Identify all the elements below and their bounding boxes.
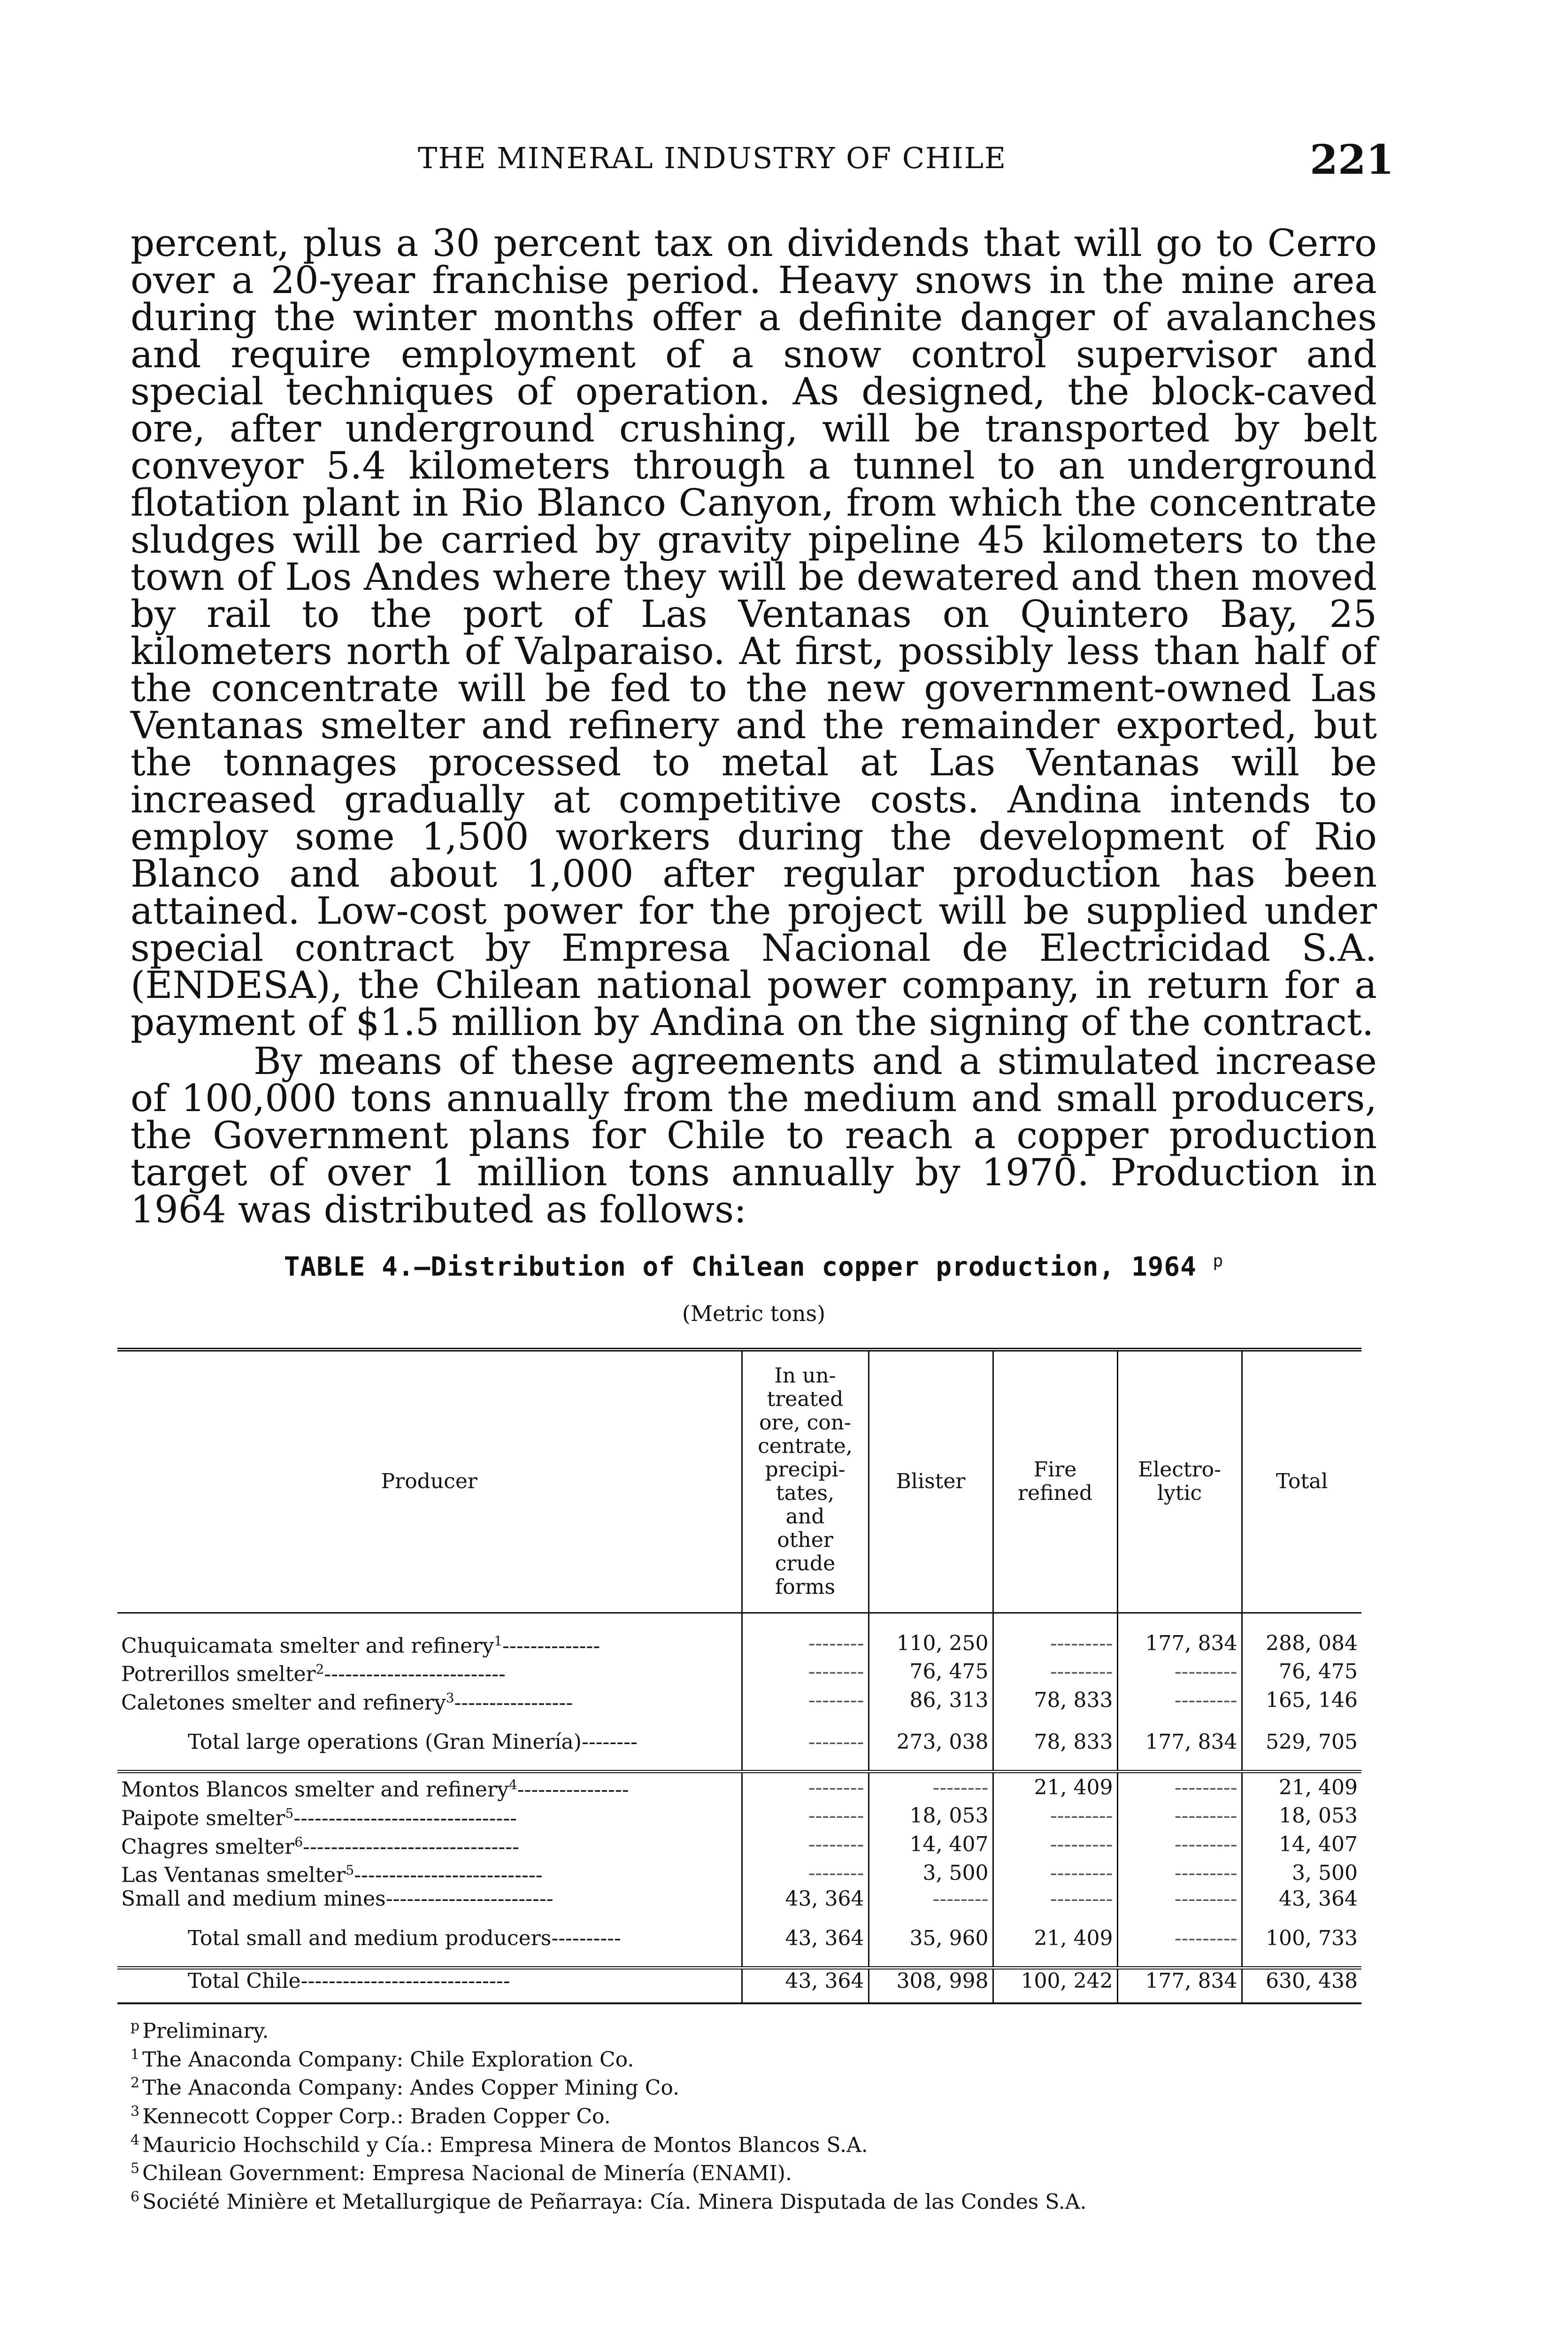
untreated-cell: 43, 364 bbox=[742, 1887, 869, 1911]
col-header-electrolytic: Electro-lytic bbox=[1117, 1350, 1242, 1613]
total-cell: 529, 705 bbox=[1242, 1730, 1361, 1754]
footnote: $^5$ Chilean Government: Empresa Nacional de Minería (ENAMI). bbox=[131, 2160, 792, 2186]
table-row bbox=[117, 1772, 1361, 1802]
electrolytic-cell: 177, 834 bbox=[1117, 1730, 1242, 1754]
col-header-total: Total bbox=[1242, 1350, 1361, 1613]
paragraph-2: By means of these agreements and a stimulated increase of 100,000 tons annually from the medium and small producers, the Government plans for Chile to reach a copper production target of over 1 million tons annually by 1970. Production in 1964 was distributed as follows: bbox=[131, 1039, 1377, 1231]
producer-cell: Potrerillos smelter$^2$-------------------------- bbox=[121, 1661, 506, 1686]
col-header-blister: Blister bbox=[869, 1350, 993, 1613]
electrolytic-cell: --------- bbox=[1117, 1831, 1242, 1859]
blister-cell: 35, 960 bbox=[869, 1927, 993, 1950]
producer-cell: Las Ventanas smelter$^5$--------------------------- bbox=[121, 1862, 543, 1888]
electrolytic-cell: --------- bbox=[1117, 1859, 1242, 1887]
electrolytic-cell: --------- bbox=[1117, 1686, 1242, 1715]
page-number: 221 bbox=[1310, 136, 1394, 184]
footnote: $^4$ Mauricio Hochschild y Cía.: Empresa Minera de Montos Blancos S.A. bbox=[131, 2132, 868, 2157]
producer-cell: Total Chile------------------------------ bbox=[117, 1968, 742, 2004]
electrolytic-cell: 177, 834 bbox=[1117, 1630, 1242, 1658]
untreated-cell: -------- bbox=[742, 1831, 869, 1859]
blister-cell: 86, 313 bbox=[869, 1686, 993, 1715]
table-row bbox=[117, 1887, 1361, 1911]
total-cell: 14, 407 bbox=[1242, 1831, 1361, 1859]
electrolytic-cell: --------- bbox=[1117, 1887, 1242, 1911]
total-cell: 18, 053 bbox=[1242, 1802, 1361, 1831]
table-row bbox=[117, 1831, 1361, 1859]
fire-refined-cell: --------- bbox=[993, 1831, 1117, 1859]
col-header-fire-refined: Fire refined bbox=[993, 1350, 1117, 1613]
producer-cell: Caletones smelter and refinery$^3$----------------- bbox=[121, 1690, 573, 1715]
table-row bbox=[117, 1859, 1361, 1887]
table-subtitle: (Metric tons) bbox=[682, 1301, 826, 1326]
table-row bbox=[117, 1686, 1361, 1715]
col-header-untreated: In un-treated ore, con-centrate, precipi-tates, and other crude forms bbox=[742, 1350, 869, 1613]
blister-cell: 14, 407 bbox=[869, 1831, 993, 1859]
fire-refined-cell: 100, 242 bbox=[993, 1968, 1117, 2004]
table-row bbox=[117, 1630, 1361, 1658]
total-cell: 630, 438 bbox=[1242, 1968, 1361, 2004]
total-cell: 100, 733 bbox=[1242, 1927, 1361, 1950]
producer-cell: Paipote smelter$^5$-------------------------------- bbox=[121, 1806, 517, 1831]
untreated-cell: -------- bbox=[742, 1686, 869, 1715]
electrolytic-cell: --------- bbox=[1117, 1802, 1242, 1831]
footnote: $^2$ The Anaconda Company: Andes Copper Mining Co. bbox=[131, 2075, 680, 2100]
total-row-chile bbox=[117, 1968, 1361, 2004]
spacer-row bbox=[117, 1911, 1361, 1927]
spacer-row bbox=[117, 1754, 1361, 1772]
fire-refined-cell: --------- bbox=[993, 1859, 1117, 1887]
total-cell: 165, 146 bbox=[1242, 1686, 1361, 1715]
production-table bbox=[117, 1348, 1361, 2004]
fire-refined-cell: 78, 833 bbox=[993, 1686, 1117, 1715]
table-row bbox=[117, 1802, 1361, 1831]
electrolytic-cell: 177, 834 bbox=[1117, 1968, 1242, 2004]
fire-refined-cell: 21, 409 bbox=[993, 1927, 1117, 1950]
blister-cell: 3, 500 bbox=[869, 1859, 993, 1887]
blister-cell: 308, 998 bbox=[869, 1968, 993, 2004]
subtotal-row-small bbox=[117, 1927, 1361, 1950]
untreated-cell: -------- bbox=[742, 1730, 869, 1754]
total-cell: 43, 364 bbox=[1242, 1887, 1361, 1911]
producer-cell: Montos Blancos smelter and refinery$^4$---------------- bbox=[117, 1772, 742, 1802]
fire-refined-cell: --------- bbox=[993, 1802, 1117, 1831]
fire-refined-cell: 21, 409 bbox=[993, 1772, 1117, 1802]
footnote: $^p$ Preliminary. bbox=[131, 2018, 269, 2043]
table-title-text: TABLE 4.—Distribution of Chilean copper production, 1964 bbox=[284, 1251, 1197, 1282]
producer-cell: Chuquicamata smelter and refinery$^1$-------------- bbox=[121, 1633, 600, 1658]
total-cell: 288, 084 bbox=[1242, 1630, 1361, 1658]
total-cell: 21, 409 bbox=[1242, 1772, 1361, 1802]
untreated-cell: -------- bbox=[742, 1630, 869, 1658]
total-cell: 3, 500 bbox=[1242, 1859, 1361, 1887]
paragraph-1: percent, plus a 30 percent tax on dividends that will go to Cerro over a 20-year franchise period. Heavy snows in the mine area during the winter months offer a definite danger of avalanches and require employment of a snow control supervisor and special techniques of operation. As designed, the block-caved ore, after underground crushing, will be transported by belt conveyor 5.4 kilometers through a tunnel to an underground flotation plant in Rio Blanco Canyon, from which the concentrate sludges will be carried by gravity pipeline 45 kilometers to the town of Los Andes where they will be dewatered and then moved by rail to the port of Las Ventanas on Quintero Bay, 25 kilometers north of Valparaiso. At first, possibly less than half of the concentrate will be fed to the new government-owned Las Ventanas smelter and refinery and the remainder exported, but the tonnages processed to metal at Las Ventanas will be increased gradually at competitive costs. Andina intends to employ some 1,500 workers during the development of Rio Blanco and about 1,000 after regular production has been attained. Low-cost power for the project will be supplied under special contract by Empresa Nacional de Electricidad S.A. (ENDESA), the Chilean national power company, in return for a payment of $1.5 million by Andina on the signing of the contract. bbox=[131, 221, 1377, 1044]
table-title bbox=[131, 1251, 1377, 1282]
blister-cell: 273, 038 bbox=[869, 1730, 993, 1754]
subtotal-row-large bbox=[117, 1730, 1361, 1754]
spacer-row bbox=[117, 1950, 1361, 1968]
untreated-cell: -------- bbox=[742, 1772, 869, 1802]
footnote: $^1$ The Anaconda Company: Chile Exploration Co. bbox=[131, 2046, 634, 2072]
blister-cell: 110, 250 bbox=[869, 1630, 993, 1658]
footnote: $^3$ Kennecott Copper Corp.: Braden Copper Co. bbox=[131, 2103, 611, 2129]
fire-refined-cell: --------- bbox=[993, 1658, 1117, 1686]
footnote: $^6$ Société Minière et Metallurgique de Peñarraya: Cía. Minera Disputada de las Condes S.A. bbox=[131, 2188, 1087, 2214]
untreated-cell: 43, 364 bbox=[742, 1968, 869, 2004]
electrolytic-cell: --------- bbox=[1117, 1927, 1242, 1950]
body-text bbox=[131, 221, 1377, 1231]
spacer-row bbox=[117, 1613, 1361, 1630]
col-header-producer: Producer bbox=[381, 1469, 477, 1494]
untreated-cell: -------- bbox=[742, 1859, 869, 1887]
untreated-cell: -------- bbox=[742, 1802, 869, 1831]
blister-cell: -------- bbox=[869, 1772, 993, 1802]
spacer-row bbox=[117, 1715, 1361, 1730]
table-title-mark: p bbox=[1213, 1251, 1224, 1271]
blister-cell: -------- bbox=[869, 1887, 993, 1911]
table-header-row bbox=[117, 1350, 1361, 1613]
running-head: THE MINERAL INDUSTRY OF CHILE bbox=[418, 141, 1007, 175]
blister-cell: 18, 053 bbox=[869, 1802, 993, 1831]
fire-refined-cell: 78, 833 bbox=[993, 1730, 1117, 1754]
electrolytic-cell: --------- bbox=[1117, 1772, 1242, 1802]
fire-refined-cell: --------- bbox=[993, 1887, 1117, 1911]
producer-cell: Total large operations (Gran Minería)-------- bbox=[188, 1730, 638, 1754]
table-row bbox=[117, 1658, 1361, 1686]
producer-cell: Small and medium mines------------------------ bbox=[121, 1887, 553, 1911]
untreated-cell: -------- bbox=[742, 1658, 869, 1686]
fire-refined-cell: --------- bbox=[993, 1630, 1117, 1658]
total-cell: 76, 475 bbox=[1242, 1658, 1361, 1686]
producer-cell: Total small and medium producers---------- bbox=[188, 1926, 621, 1951]
electrolytic-cell: --------- bbox=[1117, 1658, 1242, 1686]
producer-cell: Chagres smelter$^6$------------------------------- bbox=[121, 1834, 519, 1859]
blister-cell: 76, 475 bbox=[869, 1658, 993, 1686]
untreated-cell: 43, 364 bbox=[742, 1927, 869, 1950]
footnotes bbox=[131, 2015, 1377, 2214]
